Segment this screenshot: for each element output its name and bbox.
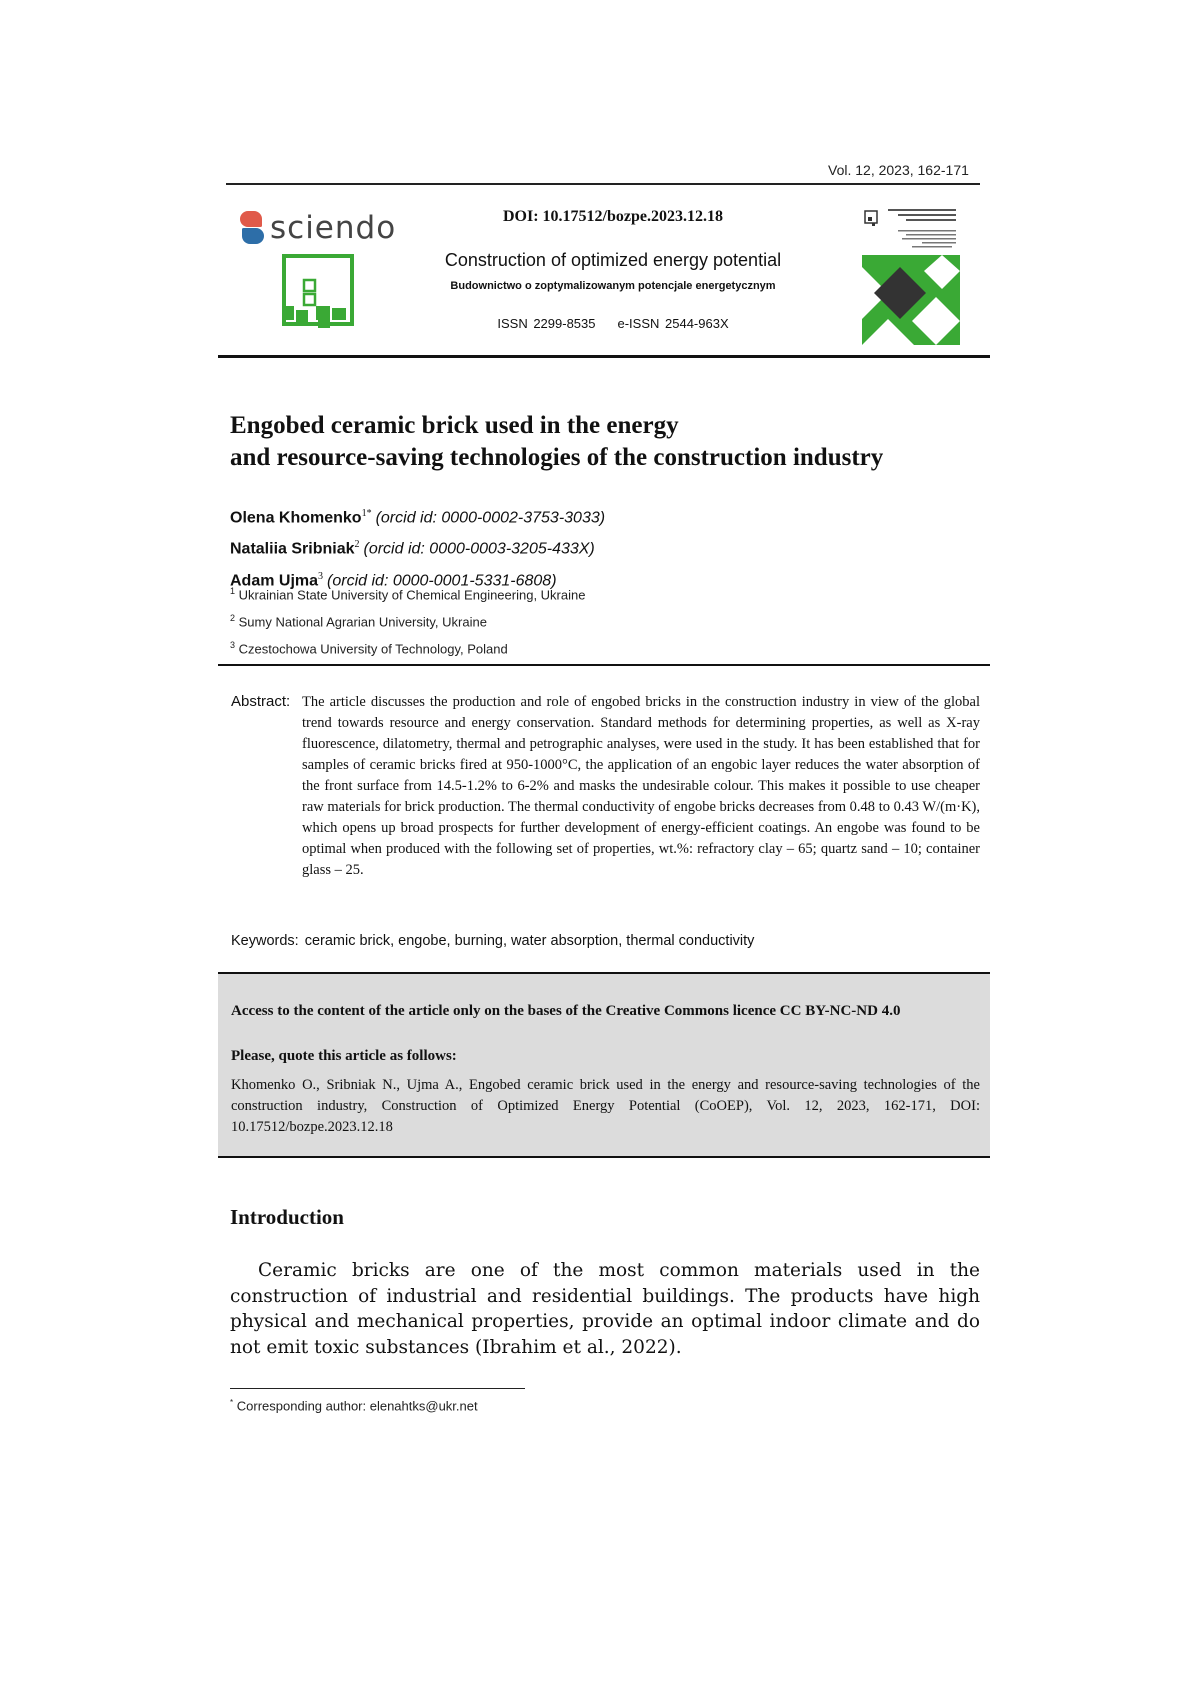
journal-title: Construction of optimized energy potential <box>444 250 782 270</box>
issn-line <box>0 316 1200 331</box>
footnote-text: Corresponding author: elenahtks@ukr.net <box>236 1398 478 1414</box>
footnote-sup: * <box>230 1398 234 1407</box>
affiliation-text: Sumy National Agrarian University, Ukraine <box>238 614 487 630</box>
affiliation-sup: 2 <box>230 612 236 623</box>
author-orcid[interactable]: (orcid id: 0000-0002-3753-3033) <box>375 509 606 527</box>
intro-paragraph-text: Ceramic bricks are one of the most common materials used in the construction of industrial and residential buildings. The products have high physical and mechanical properties, provide an optimal indoor climate and do not emit toxic substances (Ibrahim et al., 2022). <box>230 1260 980 1358</box>
author-name: Adam Ujma <box>230 571 319 589</box>
citation-label: Please, quote this article as follows: <box>231 1048 457 1064</box>
footnote <box>230 1398 478 1413</box>
section-heading-introduction: Introduction <box>230 1205 344 1229</box>
author-name: Olena Khomenko <box>230 509 362 527</box>
affiliation-sup: 3 <box>230 639 236 650</box>
article-title-line-1: Engobed ceramic brick used in the energy <box>230 412 679 439</box>
eissn: e-ISSN 2544-963X <box>617 316 729 331</box>
abstract-label: Abstract: <box>231 693 291 710</box>
sciendo-logo-text: sciendo <box>270 210 397 246</box>
affiliation-text: Ukrainian State University of Chemical Engineering, Ukraine <box>238 587 586 603</box>
keywords-text: ceramic brick, engobe, burning, water absorption, thermal conductivity <box>304 933 755 949</box>
issn: ISSN 2299-8535 <box>497 316 596 331</box>
doi[interactable]: DOI: 10.17512/bozpe.2023.12.18 <box>503 208 723 225</box>
author-name: Nataliia Sribniak <box>230 540 355 558</box>
article-title <box>230 410 990 474</box>
affiliation-list <box>230 580 585 660</box>
article-title-line-2: and resource-saving technologies of the construction industry <box>230 444 884 471</box>
author-sup: 1* <box>361 508 372 519</box>
journal-subtitle: Budownictwo o zoptymalizowanym potencjale energetycznym <box>450 280 776 292</box>
keywords <box>231 933 754 949</box>
affiliation-item <box>230 634 585 661</box>
header-bottom-rule <box>218 355 990 358</box>
author-sup: 3 <box>318 570 324 582</box>
footnote-rule <box>230 1388 525 1389</box>
header-top-rule <box>226 183 980 185</box>
volume-info: Vol. 12, 2023, 162-171 <box>828 162 969 178</box>
author-item <box>230 500 605 531</box>
affiliation-item <box>230 580 585 607</box>
affiliation-sup: 1 <box>230 586 236 596</box>
citation-text: Khomenko O., Sribniak N., Ujma A., Engobed ceramic brick used in the energy and resource-saving technologies of the construction industry, Construction of Optimized Energy Potential (CoOEP), Vol. 12, 2023, 162-171, DOI: 10.17512/bozpe.2023.12.18 <box>231 1077 980 1135</box>
author-orcid[interactable]: (orcid id: 0000-0001-5331-6808) <box>327 571 557 589</box>
author-item <box>230 531 605 562</box>
intro-paragraph <box>230 1258 980 1360</box>
affiliation-text: Czestochowa University of Technology, Poland <box>238 640 508 656</box>
author-sup: 2 <box>354 539 360 551</box>
license-note: Access to the content of the article only on the bases of the Creative Commons licence CC BY-NC-ND 4.0 <box>231 1003 901 1019</box>
affiliation-item <box>230 607 585 634</box>
abstract-text: The article discusses the production and role of engobed bricks in the construction industry in view of the global trend towards resource and energy conservation. Standard methods for determining properties, as well as X-ray fluorescence, dilatometry, thermal and petrographic analyses, were used in the study. It has been established that for samples of ceramic bricks fired at 950-1000°C, the application of an engobic layer reduces the water absorption of the front surface from 14.5-1.2% to 6-2% and masks the undesirable colour. This makes it possible to use cheaper raw materials for brick production. The thermal conductivity of engobe bricks decreases from 0.48 to 0.43 W/(m·K), which opens up broad prospects for further development of energy-efficient coatings. An engobe was found to be optimal when produced with the following set of properties, wt.%: refractory clay – 65; quartz sand – 10; container glass – 25. <box>302 694 980 878</box>
section-rule <box>218 664 990 666</box>
author-orcid[interactable]: (orcid id: 0000-0003-3205-433X) <box>363 540 595 558</box>
keywords-label: Keywords: <box>231 933 299 949</box>
journal-cover-thumbnail <box>862 205 960 345</box>
